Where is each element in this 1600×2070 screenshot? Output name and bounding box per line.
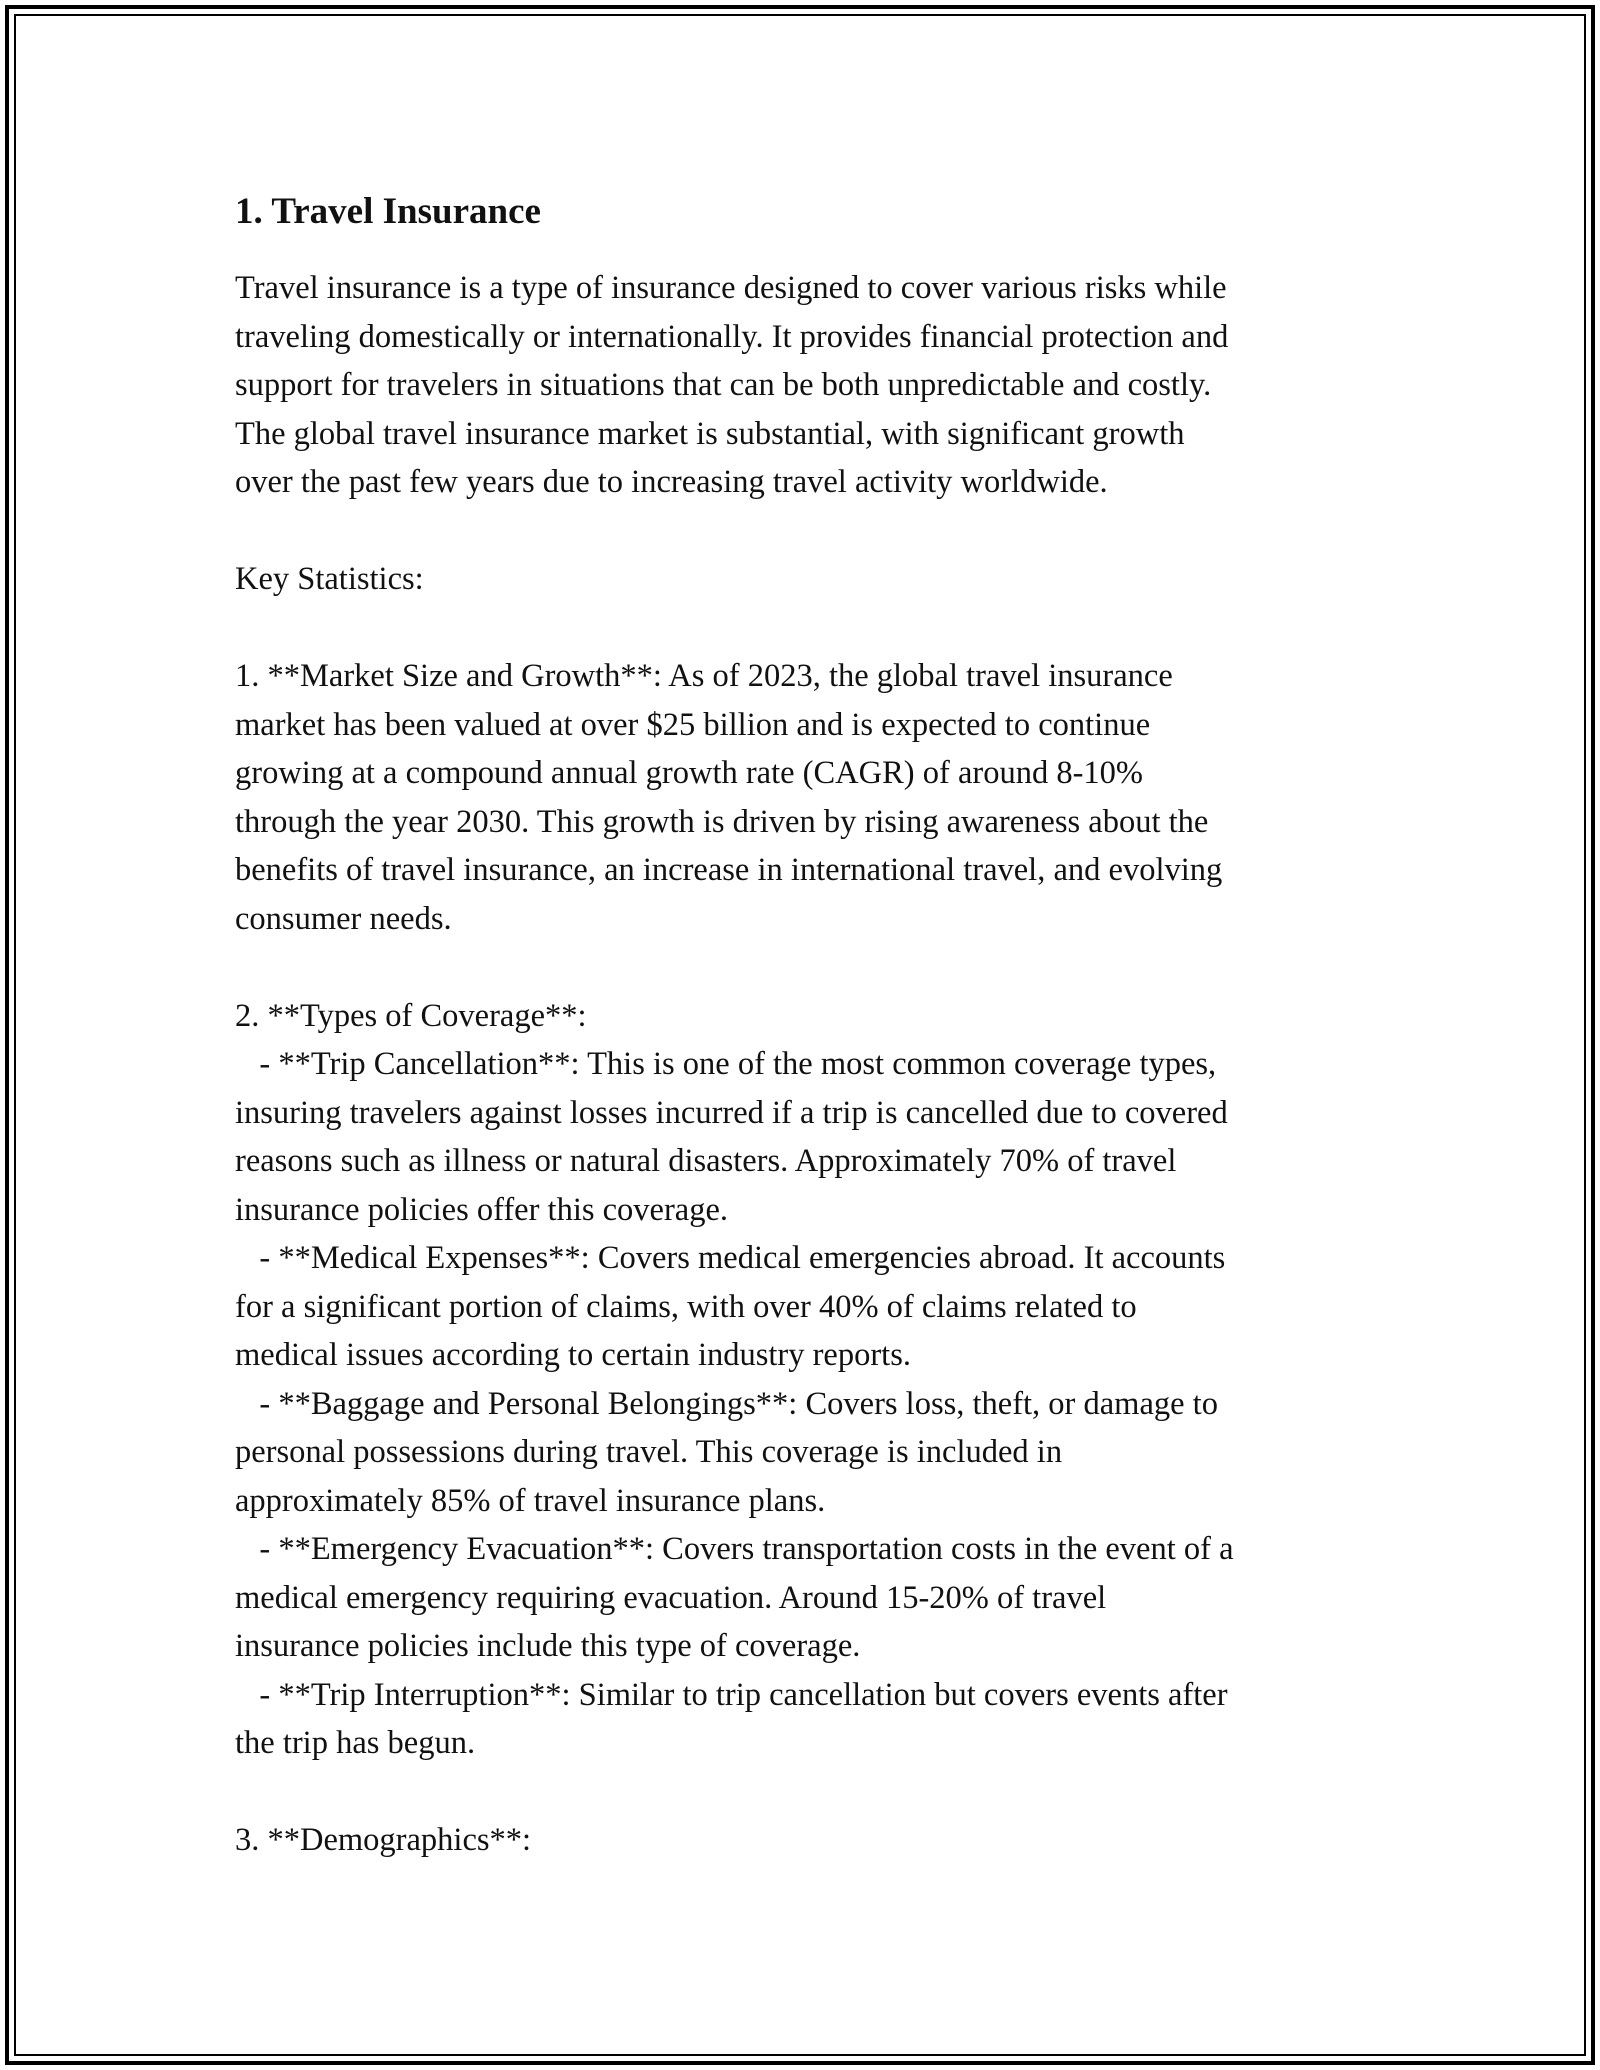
document-body: Travel insurance is a type of insurance designed to cover various risks while traveling domestically or internationally. It provides financial protection and support for travelers in situations that can be both unpredictable and costly. The global travel insurance market is substantial, with significant growth over the past few years due to increasing travel activity worldwide. Key Statistics: 1. **Market Size and Growth**: As of 2023, the global travel insurance market has been valued at over $25 billion and is expected to continue growing at a compound annual growth rate (CAGR) of around 8-10% through the year 2030. This growth is driven by rising awareness about the benefits of travel insurance, an increase in international travel, and evolving consumer needs. 2. **Types of Coverage**: - **Trip Cancellation**: This is one of the most common coverage types, insuring travelers against losses incurred if a trip is cancelled due to covered reasons such as illness or natural disasters. Approximately 70% of travel insurance policies offer this coverage. - **Medical Expenses**: Covers medical emergencies abroad. It accounts for a significant portion of claims, with over 40% of claims related to medical issues according to certain industry reports. - **Baggage and Personal Belongings**: Covers loss, theft, or damage to personal possessions during travel. This coverage is included in approximately 85% of travel insurance plans. - **Emergency Evacuation**: Covers transportation costs in the event of a medical emergency requiring evacuation. Around 15-20% of travel insurance policies include this type of coverage. - **Trip Interruption**: Similar to trip cancellation but covers events after the trip has begun. 3. **Demographics**: — [235, 270, 1234, 1858]
document-page — [235, 186, 1395, 1865]
document-title: 1. Travel Insurance — [235, 191, 541, 232]
